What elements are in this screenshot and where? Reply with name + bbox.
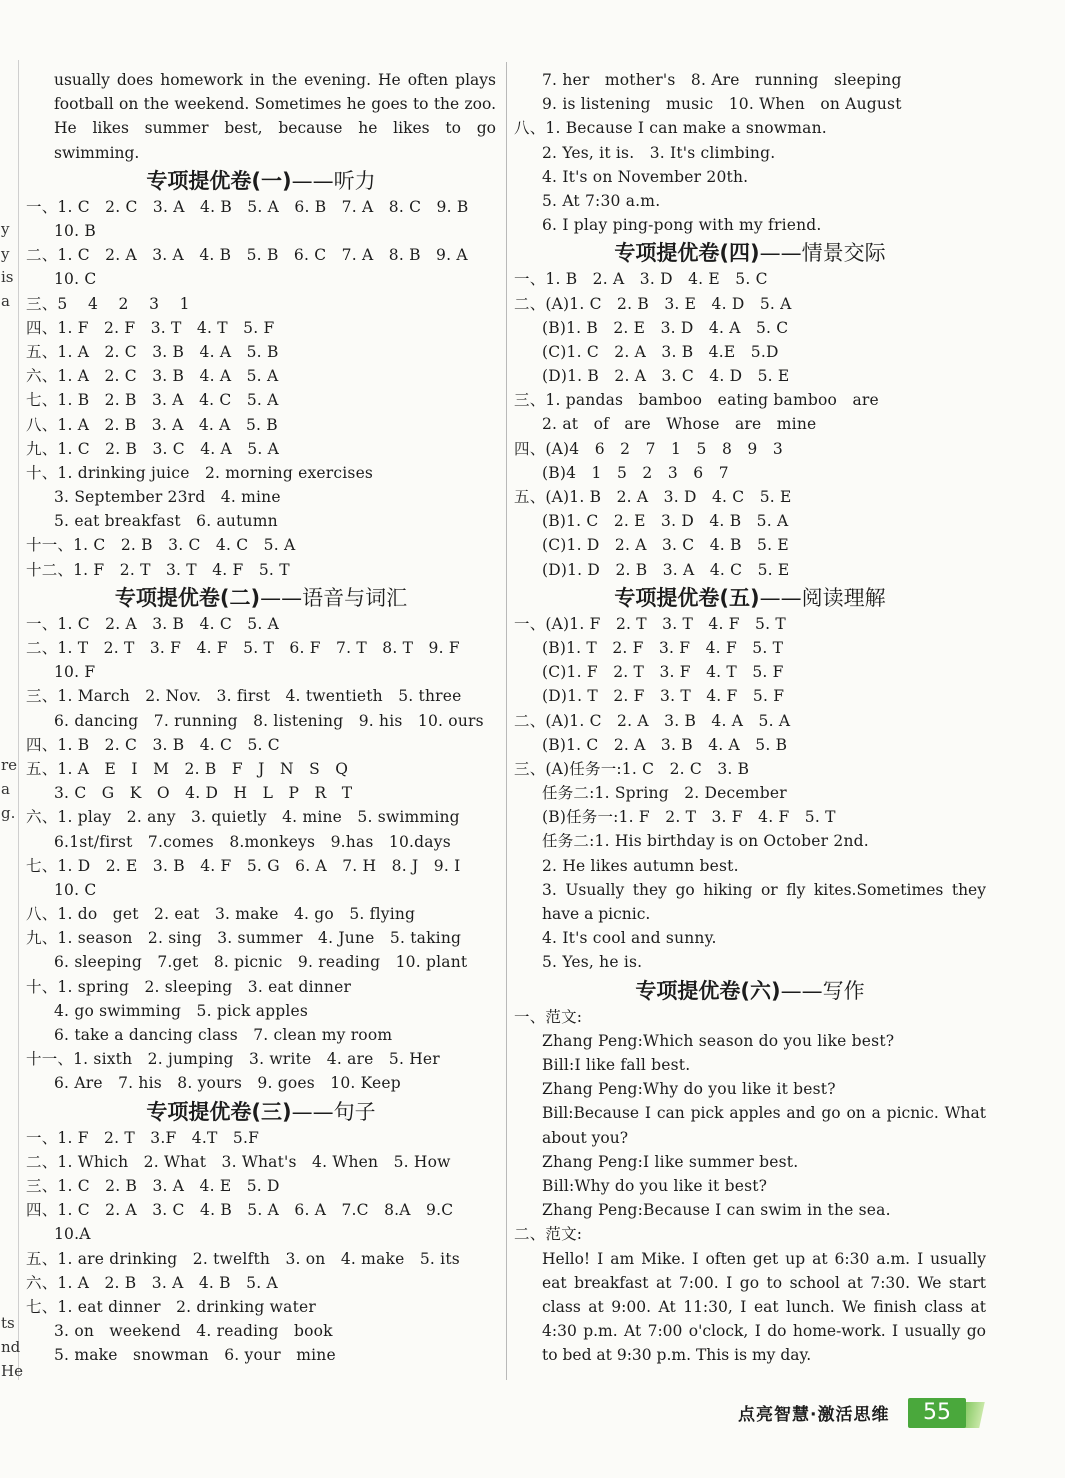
section-title: [514, 584, 986, 612]
answer-line: 6. take a dancing class 7. clean my room: [54, 1026, 393, 1044]
answer-line: 九、1. season 2. sing 3. summer 4. June 5. taking: [26, 929, 462, 948]
page-number: 55: [908, 1398, 966, 1428]
answer-line: 6. I play ping-pong with my friend.: [542, 216, 822, 235]
edge-text-fragment: nd: [1, 1338, 21, 1356]
section-title-sub: ——句子: [291, 1099, 376, 1124]
answer-line: (B)1. T 2. F 3. F 4. F 5. T: [542, 638, 784, 657]
answer-line: Zhang Peng:I like summer best.: [542, 1152, 799, 1171]
section-title-sub: ——听力: [291, 168, 376, 193]
left-answer-column: [26, 68, 496, 1367]
answer-line: 6. sleeping 7.get 8. picnic 9. reading 10. plant: [54, 953, 468, 972]
answer-line: 六、1. A 2. B 3. A 4. B 5. A: [26, 1273, 278, 1292]
section-title-main: 专项提优卷(三): [146, 1099, 292, 1124]
answer-line: 十一、1. sixth 2. jumping 3. write 4. are 5. Her: [26, 1050, 440, 1069]
answer-line: 6.1st/first 7.comes 8.monkeys 9.has 10.days: [54, 832, 451, 851]
right-answer-column: [514, 68, 986, 1368]
answer-line: 四、1. B 2. C 3. B 4. C 5. C: [26, 735, 280, 754]
answer-line: 八、1. Because I can make a snowman.: [514, 119, 827, 138]
answer-line: 六、1. play 2. any 3. quietly 4. mine 5. swimming: [26, 808, 460, 827]
answer-line: (B)任务一:1. F 2. T 3. F 4. F 5. T: [542, 808, 836, 827]
answer-line: 3. September 23rd 4. mine: [54, 488, 281, 507]
answer-line: 一、(A)1. F 2. T 3. T 4. F 5. T: [514, 614, 786, 633]
answer-line: (B)4 1 5 2 3 6 7: [542, 463, 729, 482]
answer-line: 二、范文:: [514, 1225, 583, 1244]
answer-line: Zhang Peng:Why do you like it best?: [542, 1080, 836, 1099]
answer-paragraph: usually does homework in the evening. He often plays football on the weekend. Sometimes he goes to the zoo. He likes summer best, because he likes to go swimming.: [54, 71, 496, 162]
answer-line: 四、1. C 2. A 3. C 4. B 5. A 6. A 7.C 8.A 9.C: [26, 1201, 454, 1220]
answer-line: 10. B: [54, 222, 96, 240]
edge-text-fragment: ts: [1, 1314, 15, 1332]
section-title: [26, 167, 496, 195]
answer-line: 二、(A)1. C 2. A 3. B 4. A 5. A: [514, 711, 791, 730]
section-title-sub: ——情景交际: [759, 241, 886, 266]
edge-text-fragment: g.: [1, 804, 16, 822]
answer-line: 一、1. B 2. A 3. D 4. E 5. C: [514, 270, 768, 289]
answer-line: 2. He likes autumn best.: [542, 856, 739, 875]
answer-paragraph: 3. Usually they go hiking or fly kites.Sometimes they have a picnic.: [542, 880, 986, 924]
answer-line: Bill:I like fall best.: [542, 1055, 691, 1074]
section-title-main: 专项提优卷(一): [146, 168, 292, 193]
answer-line: 一、1. C 2. C 3. A 4. B 5. A 6. B 7. A 8. C 9. B: [26, 197, 469, 216]
answer-line: 七、1. B 2. B 3. A 4. C 5. A: [26, 391, 279, 410]
answer-line: 十二、1. F 2. T 3. T 4. F 5. T: [26, 560, 290, 579]
answer-line: 七、1. D 2. E 3. B 4. F 5. G 6. A 7. H 8. J 9. I: [26, 856, 461, 875]
answer-line: 十、1. spring 2. sleeping 3. eat dinner: [26, 977, 352, 996]
answer-line: 4. It's cool and sunny.: [542, 929, 717, 948]
answer-line: 三、5 4 2 3 1: [26, 294, 190, 313]
answer-line: 7. her mother's 8. Are running sleeping: [542, 71, 902, 89]
answer-line: 二、1. C 2. A 3. A 4. B 5. B 6. C 7. A 8. B 9. A: [26, 246, 468, 265]
answer-line: 五、1. A E I M 2. B F J N S Q: [26, 759, 349, 778]
answer-line: 任务二:1. Spring 2. December: [542, 784, 787, 803]
answer-line: 2. at of are Whose are mine: [542, 415, 817, 434]
section-title-sub: ——写作: [780, 978, 865, 1003]
edge-text-fragment: y: [1, 220, 10, 238]
answer-line: (D)1. D 2. B 3. A 4. C 5. E: [542, 560, 790, 579]
answer-line: Zhang Peng:Because I can swim in the sea.: [542, 1201, 891, 1220]
section-title: [26, 584, 496, 612]
edge-text-fragment: re: [1, 756, 18, 774]
answer-line: Zhang Peng:Which season do you like best?: [542, 1031, 895, 1050]
answer-line: 三、(A)任务一:1. C 2. C 3. B: [514, 759, 750, 778]
answer-line: 一、范文:: [514, 1007, 583, 1026]
column-divider: [506, 62, 507, 1380]
section-title: [514, 977, 986, 1005]
section-title-sub: ——语音与词汇: [260, 585, 408, 610]
answer-line: 三、1. March 2. Nov. 3. first 4. twentieth 5. three: [26, 687, 462, 706]
answer-line: (D)1. B 2. A 3. C 4. D 5. E: [542, 367, 790, 386]
answer-paragraph: Hello! I am Mike. I often get up at 6:30 a.m. I usually eat breakfast at 7:00. I go to school at 7:30. We start class at 9:00. At 11:30, I eat lunch. We finish class at 4:30 p.m. At 7:00 o'clock, I do home-work. I usually go to bed at 9:30 p.m. This is my day.: [542, 1249, 986, 1365]
answer-line: 三、1. pandas bamboo eating bamboo are: [514, 391, 879, 410]
answer-line: (B)1. C 2. A 3. B 4. A 5. B: [542, 735, 788, 754]
answer-line: 一、1. C 2. A 3. B 4. C 5. A: [26, 614, 279, 633]
section-title-sub: ——阅读理解: [759, 585, 886, 610]
edge-text-fragment: He: [1, 1362, 23, 1380]
edge-text-fragment: y: [1, 245, 10, 263]
answer-line: 10. C: [54, 880, 97, 899]
answer-line: 七、1. eat dinner 2. drinking water: [26, 1297, 316, 1316]
answer-line: 2. Yes, it is. 3. It's climbing.: [542, 143, 776, 162]
answer-line: 5. eat breakfast 6. autumn: [54, 512, 278, 531]
section-title-main: 专项提优卷(六): [635, 978, 781, 1003]
answer-line: 二、(A)1. C 2. B 3. E 4. D 5. A: [514, 294, 792, 313]
answer-line: (C)1. F 2. T 3. F 4. T 5. F: [542, 663, 784, 682]
answer-line: 六、1. A 2. C 3. B 4. A 5. A: [26, 367, 279, 386]
section-title: [26, 1098, 496, 1126]
answer-line: (C)1. C 2. A 3. B 4.E 5.D: [542, 342, 779, 361]
edge-text-fragment: a: [1, 780, 10, 798]
answer-line: 5. At 7:30 a.m.: [542, 191, 661, 210]
answer-line: 四、1. F 2. F 3. T 4. T 5. F: [26, 318, 275, 337]
answer-line: 八、1. do get 2. eat 3. make 4. go 5. flying: [26, 905, 416, 924]
answer-line: 十、1. drinking juice 2. morning exercises: [26, 463, 374, 482]
answer-line: (B)1. C 2. E 3. D 4. B 5. A: [542, 512, 789, 531]
previous-page-edge: [0, 60, 23, 1380]
answer-line: (C)1. D 2. A 3. C 4. B 5. E: [542, 536, 789, 555]
answer-line: 一、1. F 2. T 3.F 4.T 5.F: [26, 1128, 260, 1147]
answer-line: 4. It's on November 20th.: [542, 167, 749, 186]
section-title-main: 专项提优卷(五): [614, 585, 760, 610]
answer-line: 二、1. Which 2. What 3. What's 4. When 5. How: [26, 1152, 451, 1171]
footer-brand: 点亮智慧·激活思维: [738, 1405, 890, 1425]
answer-line: 任务二:1. His birthday is on October 2nd.: [542, 832, 869, 851]
section-title-main: 专项提优卷(四): [614, 241, 760, 266]
edge-text-fragment: is: [1, 268, 14, 286]
answer-line: 五、(A)1. B 2. A 3. D 4. C 5. E: [514, 488, 792, 506]
answer-line: 九、1. C 2. B 3. C 4. A 5. A: [26, 439, 279, 458]
answer-paragraph: Bill:Because I can pick apples and go on a picnic. What about you?: [542, 1104, 986, 1147]
answer-line: 十一、1. C 2. B 3. C 4. C 5. A: [26, 536, 296, 555]
answer-line: 八、1. A 2. B 3. A 4. A 5. B: [26, 415, 278, 434]
answer-line: 10. F: [54, 663, 96, 682]
answer-line: 3. on weekend 4. reading book: [54, 1322, 333, 1341]
answer-line: 五、1. are drinking 2. twelfth 3. on 4. make 5. its: [26, 1249, 460, 1268]
answer-line: 5. make snowman 6. your mine: [54, 1346, 336, 1365]
answer-line: 4. go swimming 5. pick apples: [54, 1001, 309, 1020]
edge-text-fragment: a: [1, 292, 10, 310]
answer-line: 二、1. T 2. T 3. F 4. F 5. T 6. F 7. T 8. T 9. F: [26, 639, 460, 657]
answer-line: (D)1. T 2. F 3. T 4. F 5. F: [542, 687, 785, 706]
answer-line: 五、1. A 2. C 3. B 4. A 5. B: [26, 342, 279, 361]
answer-line: 10. C: [54, 270, 97, 289]
answer-line: 5. Yes, he is.: [542, 953, 643, 972]
section-title-main: 专项提优卷(二): [114, 585, 261, 610]
answer-line: 6. dancing 7. running 8. listening 9. his 10. ours: [54, 711, 484, 730]
answer-line: 四、(A)4 6 2 7 1 5 8 9 3: [514, 439, 783, 458]
section-title: [514, 239, 986, 267]
answer-line: Bill:Why do you like it best?: [542, 1176, 768, 1195]
answer-line: 10.A: [54, 1225, 91, 1244]
answer-line: 三、1. C 2. B 3. A 4. E 5. D: [26, 1176, 280, 1195]
answer-line: 3. C G K O 4. D H L P R T: [54, 784, 353, 803]
answer-line: 9. is listening music 10. When on August: [542, 95, 902, 114]
answer-line: 6. Are 7. his 8. yours 9. goes 10. Keep: [54, 1074, 401, 1093]
answer-line: (B)1. B 2. E 3. D 4. A 5. C: [542, 318, 789, 337]
